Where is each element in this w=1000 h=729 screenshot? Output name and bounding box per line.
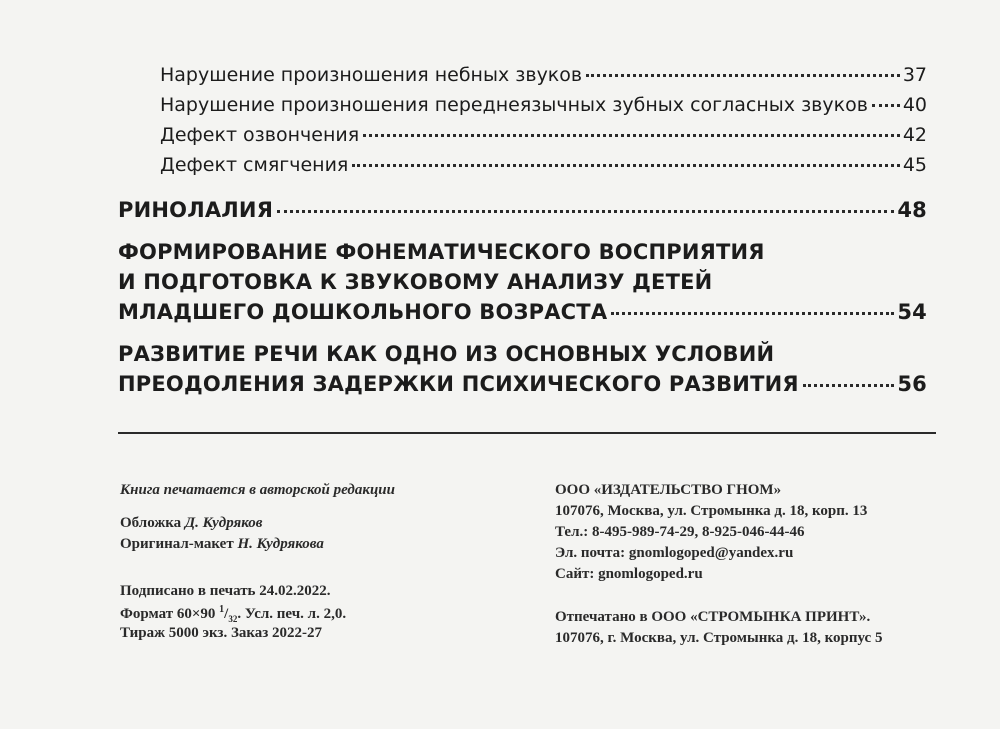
printer-name: Отпечатано в ООО «СТРОМЫНКА ПРИНТ». xyxy=(555,609,871,625)
toc-chapter xyxy=(118,198,927,222)
toc-chapter-title-line: И ПОДГОТОВКА К ЗВУКОВОМУ АНАЛИЗУ ДЕТЕЙ xyxy=(118,270,713,294)
layout-label: Оригинал-макет xyxy=(120,536,234,552)
dot-leader xyxy=(352,164,899,167)
toc-chapter-title-line: РАЗВИТИЕ РЕЧИ КАК ОДНО ИЗ ОСНОВНЫХ УСЛОВИЙ xyxy=(118,342,775,366)
toc-page-number: 56 xyxy=(897,372,927,396)
publisher-phone: Тел.: 8-495-989-74-29, 8-925-046-44-46 xyxy=(555,524,805,540)
layout-credit xyxy=(120,536,324,553)
toc-chapter-title-line: МЛАДШЕГО ДОШКОЛЬНОГО ВОЗРАСТА xyxy=(118,300,608,324)
edition-note xyxy=(120,482,395,499)
toc-chapter xyxy=(118,372,927,396)
toc-page-number: 54 xyxy=(897,300,927,324)
format-denominator: 32 xyxy=(228,614,238,624)
format-suffix: . Усл. печ. л. 2,0. xyxy=(237,606,347,622)
toc-entry-title: Дефект смягчения xyxy=(160,154,349,176)
cover-credit xyxy=(120,515,262,532)
toc-entry xyxy=(160,94,927,116)
print-run: Тираж 5000 экз. Заказ 2022-27 xyxy=(120,625,323,641)
toc-page-number: 45 xyxy=(902,154,927,176)
toc-page-number: 40 xyxy=(902,94,927,116)
signed-date: Подписано в печать 24.02.2022. xyxy=(120,583,331,599)
format-numerator: 1 xyxy=(219,604,225,615)
toc-chapter-title-line: ФОРМИРОВАНИЕ ФОНЕМАТИЧЕСКОГО ВОСПРИЯТИЯ xyxy=(118,240,765,264)
toc-chapter-title: РИНОЛАЛИЯ xyxy=(118,198,274,222)
layout-designer-name: Н. Кудрякова xyxy=(237,536,324,552)
toc-entry-title: Нарушение произношения переднеязычных зубных согласных звуков xyxy=(160,94,868,116)
toc-entry-title: Дефект озвончения xyxy=(160,124,360,146)
toc-page-number: 37 xyxy=(902,64,927,86)
toc-page-number: 48 xyxy=(897,198,927,222)
format-line: Формат 60×90 $^1/_{32}$. Усл. печ. л. 2,0. xyxy=(120,604,347,624)
dot-leader xyxy=(277,210,894,213)
toc-page-number: 42 xyxy=(902,124,927,146)
cover-designer-name: Д. Кудряков xyxy=(184,515,263,531)
publisher-site: Сайт: gnomlogoped.ru xyxy=(555,566,703,582)
dot-leader xyxy=(586,74,900,77)
dot-leader xyxy=(611,312,894,315)
dot-leader xyxy=(872,104,900,107)
toc-entry-title: Нарушение произношения небных звуков xyxy=(160,64,583,86)
toc-chapter-title-line: ПРЕОДОЛЕНИЯ ЗАДЕРЖКИ ПСИХИЧЕСКОГО РАЗВИТИЯ xyxy=(118,372,799,396)
horizontal-divider xyxy=(118,432,936,434)
toc-entry xyxy=(160,64,927,86)
publisher-email: Эл. почта: gnomlogoped@yandex.ru xyxy=(555,545,794,561)
printer-address: 107076, г. Москва, ул. Стромынка д. 18, корпус 5 xyxy=(555,630,883,646)
dot-leader xyxy=(363,134,900,137)
toc-entry xyxy=(160,154,927,176)
toc-chapter xyxy=(118,300,927,324)
publisher-address: 107076, Москва, ул. Стромынка д. 18, корп. 13 xyxy=(555,503,868,519)
dot-leader xyxy=(803,384,895,387)
format-prefix: Формат 60×90 xyxy=(120,606,216,622)
toc-entry xyxy=(160,124,927,146)
publisher-name: ООО «ИЗДАТЕЛЬСТВО ГНОМ» xyxy=(555,482,782,498)
edition-note-text: Книга печатается в авторской редакции xyxy=(120,482,395,498)
cover-label: Обложка xyxy=(120,515,182,531)
